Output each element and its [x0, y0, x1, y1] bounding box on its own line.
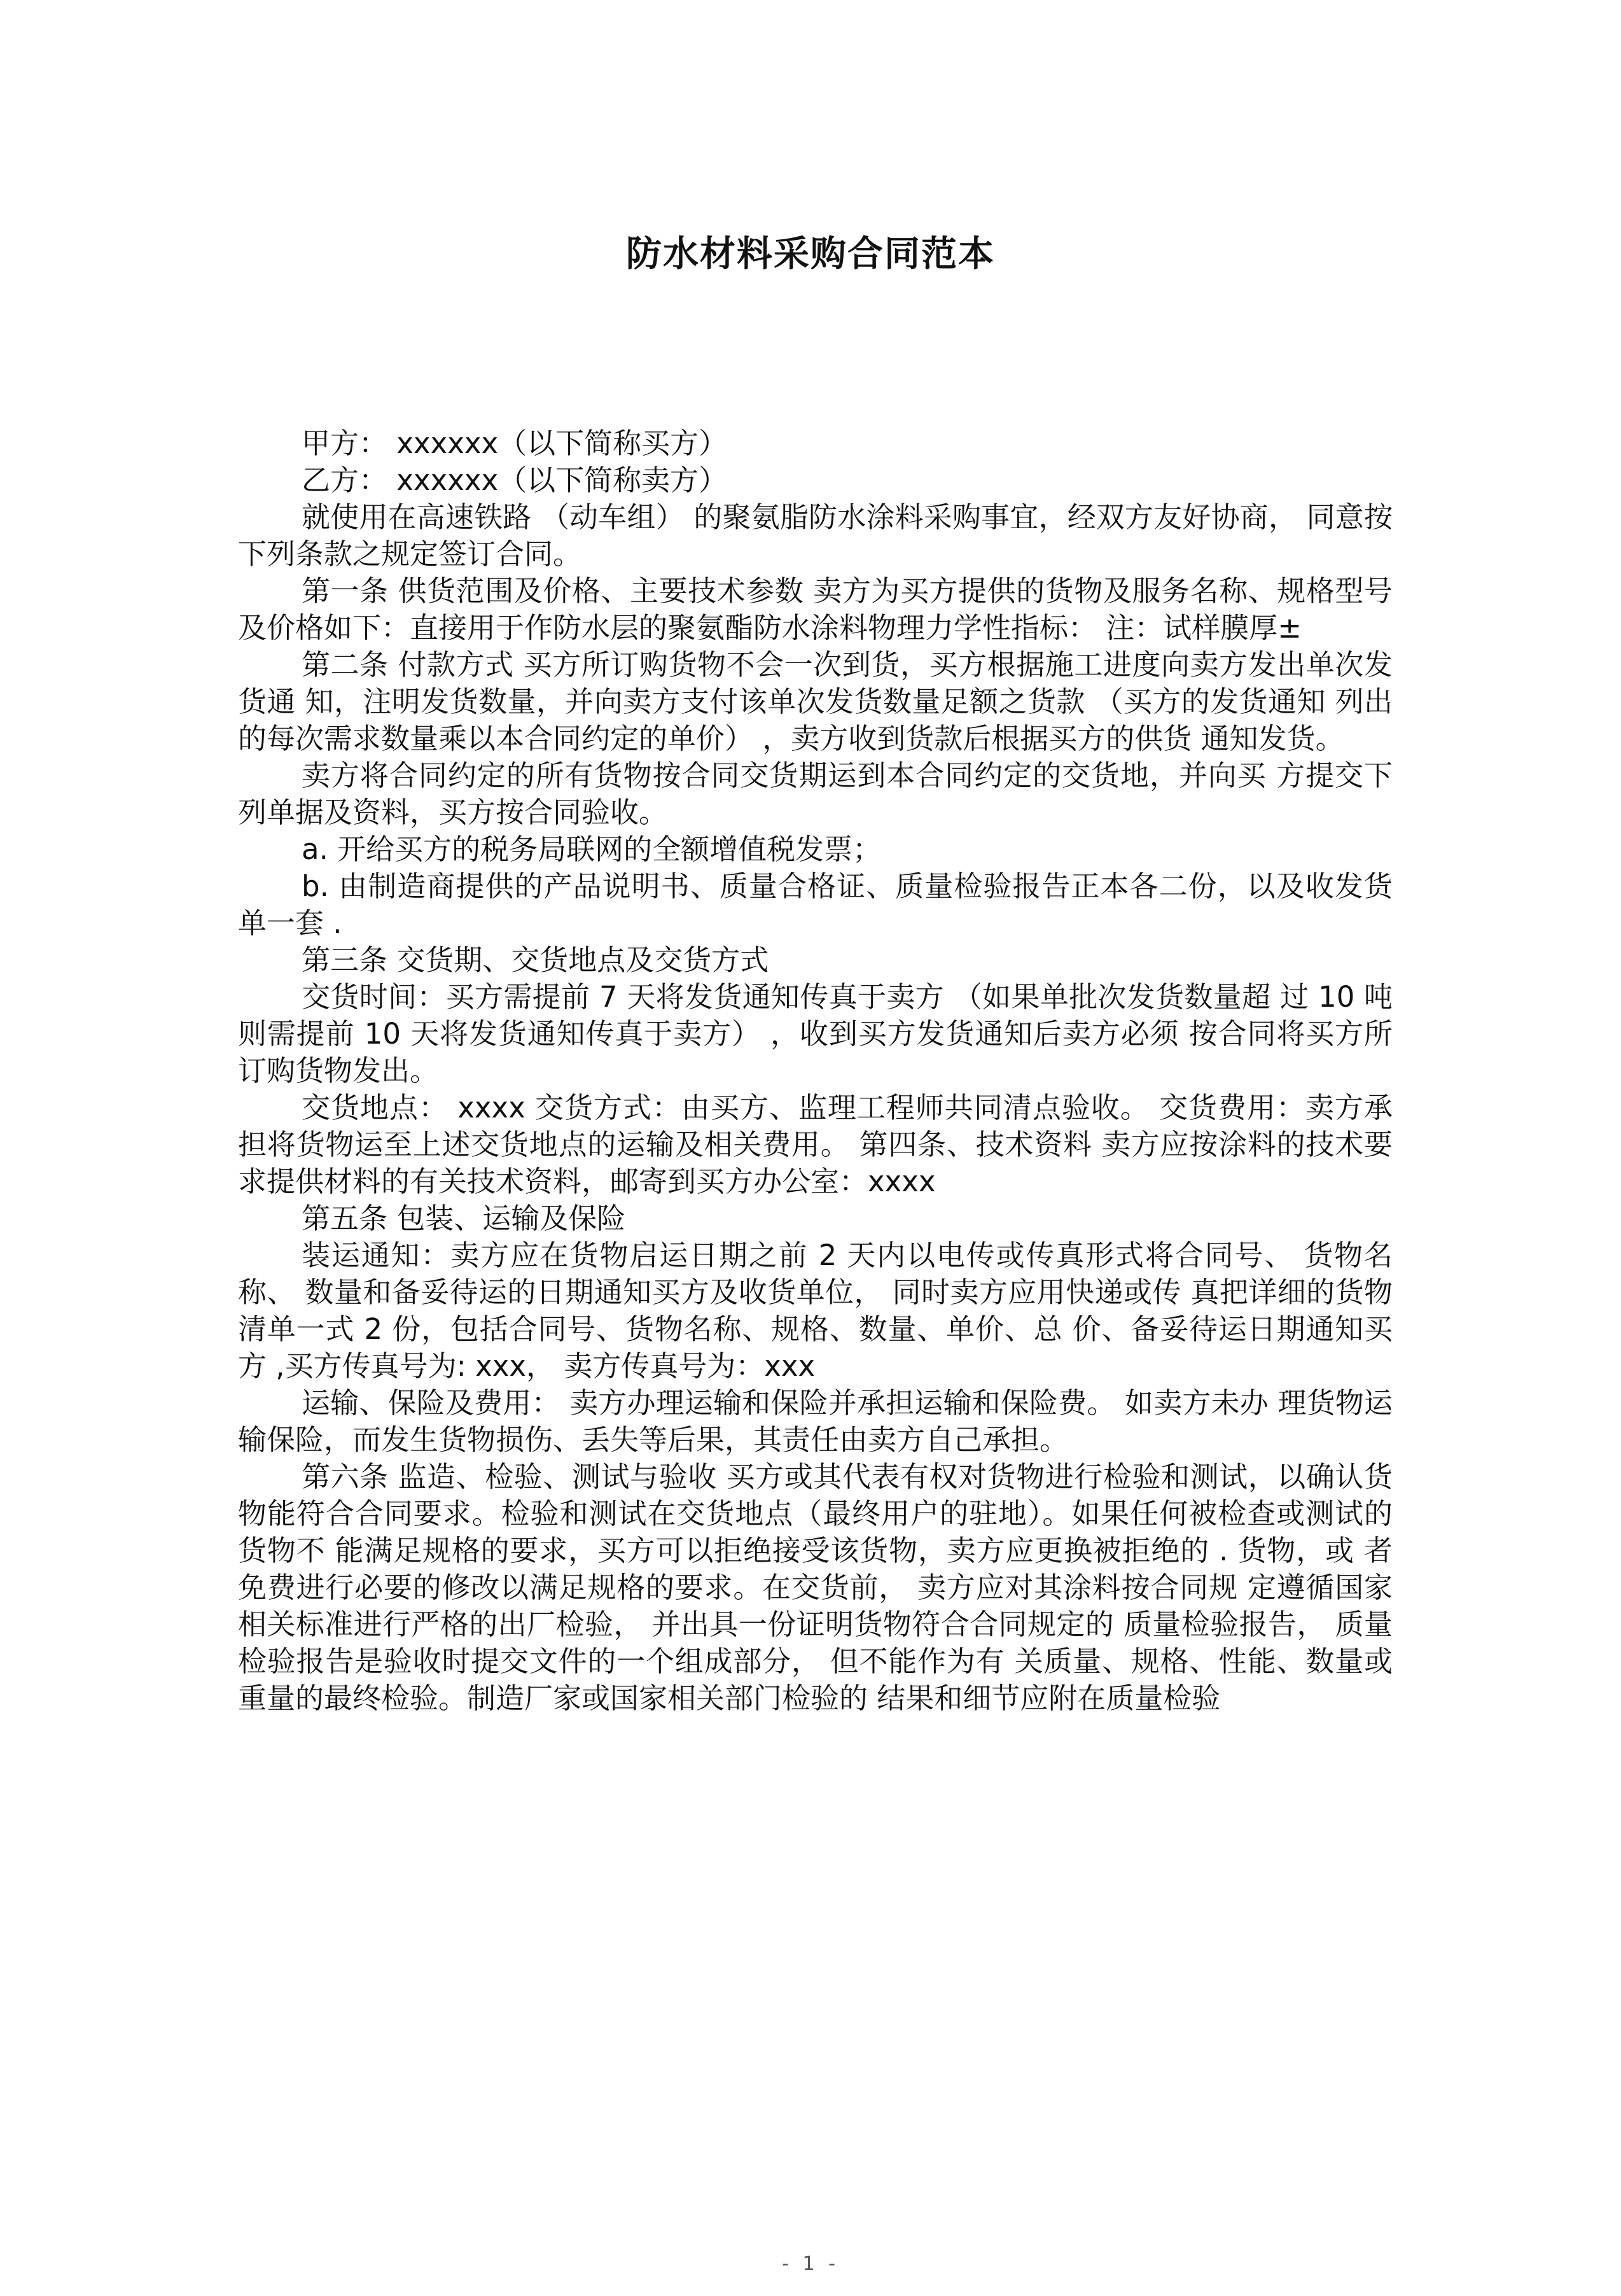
shipping-notice-paragraph: 装运通知：卖方应在货物启运日期之前 2 天内以电传或传真形式将合同号、 货物名称、 数量和备妥待运的日期通知买方及收货单位， 同时卖方应用快递或传 真把详细的货物清单一式 2 份，包括合同号、货物名称、规格、数量、单价、总 价、备妥待运日期通知买方 ,买方传真号为: xxx， 卖方传真号为：xxx [238, 1238, 1393, 1383]
preamble-paragraph: 就使用在高速铁路 （动车组） 的聚氨脂防水涂料采购事宜，经双方友好协商， 同意按下列条款之规定签订合同。 [238, 500, 1393, 571]
delivery-time-paragraph: 交货时间：买方需提前 7 天将发货通知传真于卖方 （如果单批次发货数量超 过 10 吨则需提前 10 天将发货通知传真于卖方） ，收到买方发货通知后卖方必须 按合同将买方所订购货物发出。 [238, 980, 1393, 1088]
document-title: 防水材料采购合同范本 [626, 234, 995, 275]
delivery-location-paragraph: 交货地点： xxxx 交货方式：由买方、监理工程师共同清点验收。 交货费用：卖方承担将货物运至上述交货地点的运输及相关费用。 第四条、技术资料 卖方应按涂料的技术要求提供材料的有关技术资料，邮寄到买方办公室：xxxx [238, 1091, 1393, 1198]
article-5-heading: 第五条 包装、运输及保险 [302, 1201, 626, 1235]
article-3-heading: 第三条 交货期、交货地点及交货方式 [302, 943, 769, 977]
article-1-paragraph: 第一条 供货范围及价格、主要技术参数 卖方为买方提供的货物及服务名称、规格型号及价格如下：直接用于作防水层的聚氨酯防水涂料物理力学性指标： 注：试样膜厚± [238, 574, 1393, 645]
party-a-line: 甲方： xxxxxx（以下简称买方） [302, 426, 728, 460]
page-number: - 1 - [782, 2253, 839, 2275]
transport-insurance-paragraph: 运输、保险及费用： 卖方办理运输和保险并承担运输和保险费。 如卖方未办 理货物运输保险，而发生货物损伤、丢失等后果，其责任由卖方自己承担。 [238, 1386, 1393, 1457]
article-6-paragraph: 第六条 监造、检验、测试与验收 买方或其代表有权对货物进行检验和测试，以确认货物能符合合同要求。检验和测试在交货地点（最终用户的驻地）。如果任何被检查或测试的货物不 能满足规格的要求，买方可以拒绝接受该货物，卖方应更换被拒绝的 . 货物，或 者免费进行必要的修改以满足规格的要求。在交货前， 卖方应对其涂料按合同规 定遵循国家相关标准进行严格的出厂检验， 并出具一份证明货物符合合同规定的 质量检验报告， 质量检验报告是验收时提交文件的一个组成部分， 但不能作为有 关质量、规格、性能、数量或重量的最终检验。制造厂家或国家相关部门检验的 结果和细节应附在质量检验 [238, 1460, 1393, 1715]
list-item-b: b. 由制造商提供的产品说明书、质量合格证、质量检验报告正本各二份，以及收发货单一套 . [238, 869, 1393, 940]
document-body [238, 425, 1393, 1717]
article-2-paragraph: 第二条 付款方式 买方所订购货物不会一次到货，买方根据施工进度向卖方发出单次发货通 知，注明发货数量，并向卖方支付该单次发货数量足额之货款 （买方的发货通知 列出的每次需求数量乘以本合同约定的单价） ，卖方收到货款后根据买方的供货 通知发货。 [238, 648, 1393, 755]
party-b-line: 乙方： xxxxxx（以下简称卖方） [302, 463, 728, 497]
delivery-documents-paragraph: 卖方将合同约定的所有货物按合同交货期运到本合同约定的交货地，并向买 方提交下列单据及资料，买方按合同验收。 [238, 759, 1393, 829]
list-item-a: a. 开给买方的税务局联网的全额增值税发票； [302, 832, 882, 866]
